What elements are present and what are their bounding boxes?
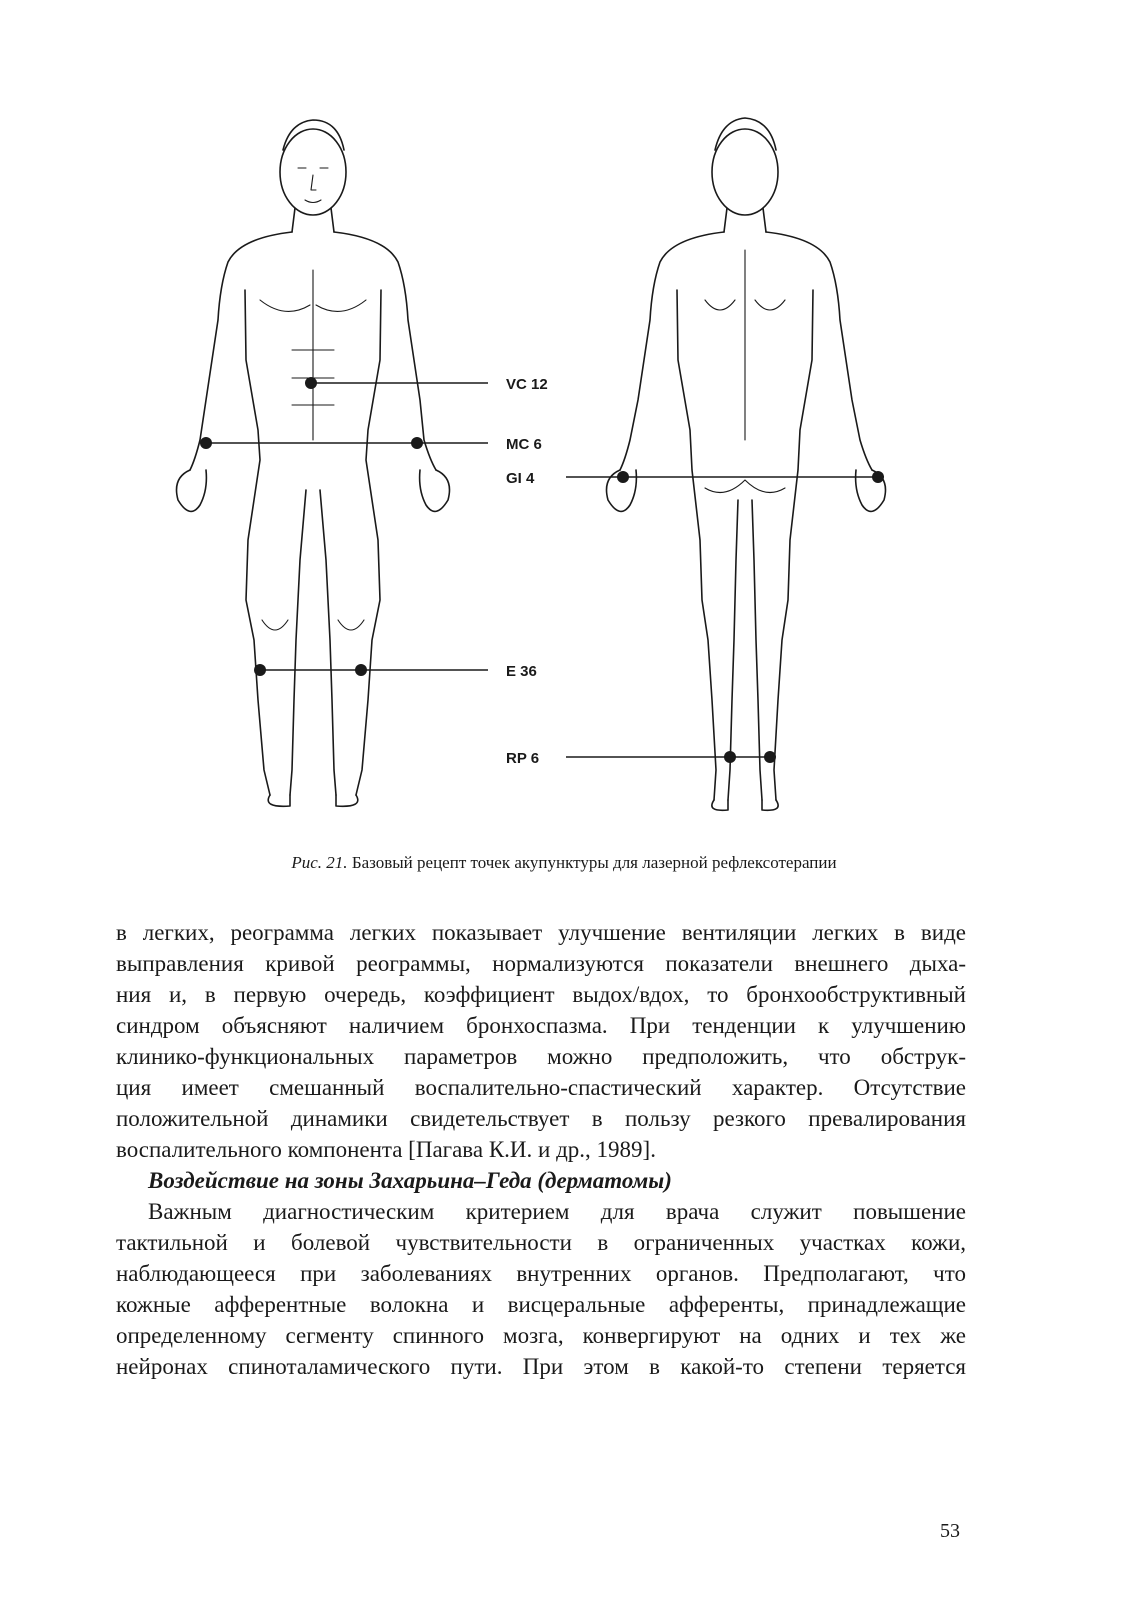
point-mc6: [200, 437, 488, 449]
label-e36: E 36: [506, 663, 537, 680]
text-line: наблюдающееся при заболеваниях внутренних органов. Предполагают, что: [116, 1261, 966, 1286]
back-body-outline: [607, 118, 886, 810]
label-mc6: MC 6: [506, 436, 542, 453]
text-line: кожные афферентные волокна и висцеральные афференты, принадлежащие: [116, 1292, 966, 1317]
text-line: тактильной и болевой чувствительности в ограниченных участках кожи,: [116, 1230, 966, 1255]
label-gi4: GI 4: [506, 470, 535, 487]
front-body-outline: [177, 120, 450, 806]
text-line: положительной динамики свидетельствует в пользу резкого превалирования: [116, 1106, 966, 1131]
text-line: в легких, реограмма легких показывает улучшение вентиляции легких в виде: [116, 920, 966, 945]
text-line: нейронах спиноталамического пути. При этом в какой-то степени теряется: [116, 1354, 966, 1379]
text-line: ния и, в первую очередь, коэффициент выдох/вдох, то бронхообструктивный: [116, 982, 966, 1007]
body-text: [116, 917, 966, 1382]
page-number: 53: [940, 1520, 960, 1542]
text-line: синдром объясняют наличием бронхоспазма. При тенденции к улучшению: [116, 1013, 966, 1038]
point-rp6: [566, 751, 776, 763]
text-line: Важным диагностическим критерием для врача служит повышение: [148, 1199, 966, 1224]
text-line: определенному сегменту спинного мозга, конвергируют на одних и тех же: [116, 1323, 966, 1348]
text-line: воспалительного компонента [Пагава К.И. и др., 1989].: [116, 1137, 656, 1162]
caption-number: Рис. 21.: [291, 853, 348, 872]
caption-text: Базовый рецепт точек акупунктуры для лазерной рефлексотерапии: [347, 853, 837, 872]
text-line: клинико-функциональных параметров можно предположить, что обструк-: [116, 1044, 966, 1069]
text-line: выправления кривой реограммы, нормализуются показатели внешнего дыха-: [116, 951, 966, 976]
figure-caption: [0, 852, 1128, 874]
text-line: ция имеет смешанный воспалительно-спастический характер. Отсутствие: [116, 1075, 966, 1100]
label-vc12: VC 12: [506, 376, 548, 393]
section-heading: Воздействие на зоны Захарьина–Геда (дерматомы): [148, 1168, 672, 1193]
label-rp6: RP 6: [506, 750, 540, 767]
point-vc12: [305, 377, 488, 389]
